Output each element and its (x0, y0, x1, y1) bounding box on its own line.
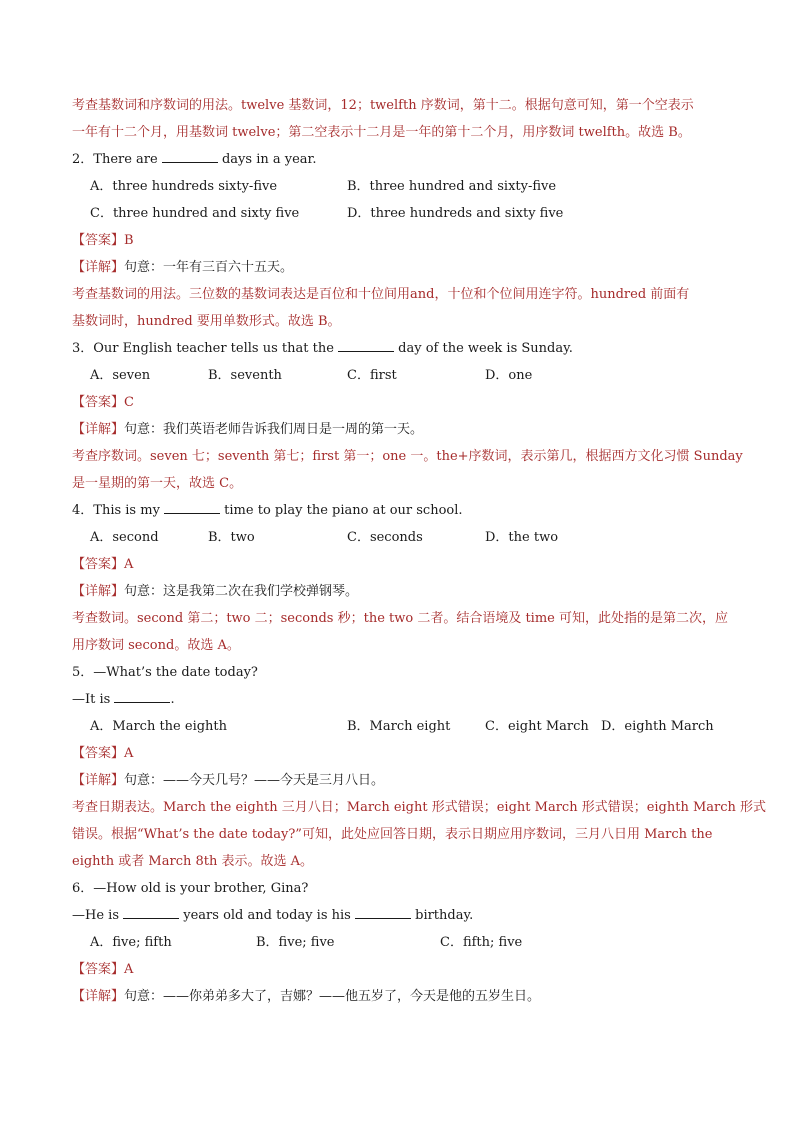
option-b: B．three hundred and sixty-five (347, 179, 557, 194)
option-a: A．seven (90, 368, 151, 383)
document-page (72, 92, 767, 1010)
stem-text: . (170, 692, 175, 707)
answer-tag: 【答案】 (72, 962, 125, 977)
question-5-explain-3 (72, 848, 724, 875)
question-2-explain-1 (72, 281, 724, 308)
question-6-answer (72, 956, 724, 983)
explain-term: hundred (137, 314, 193, 329)
option-a: A．March the eighth (90, 719, 228, 734)
explain-text: 表示。故选 A。 (217, 854, 314, 869)
explain-text: ，十位和个位间用连字符。 (434, 287, 591, 302)
answer-letter: A (124, 746, 134, 761)
explain-text: 。故选 A。 (174, 638, 240, 653)
answer-blank (338, 339, 394, 352)
explain-text: 要用单数形式。故选 B。 (192, 314, 341, 329)
explain-text: 基数词时， (72, 314, 138, 329)
question-5-options (72, 713, 724, 740)
question-2-detail (72, 254, 724, 281)
answer-letter: A (124, 557, 134, 572)
question-2-stem (72, 146, 724, 173)
intro-text: ；第二空表示十二月是一年的第十二个月，用序数词 (275, 125, 579, 140)
explain-text: 考查序数词。 (72, 449, 151, 464)
question-5-stem-2 (72, 686, 724, 713)
intro-term: twelve (241, 98, 285, 113)
question-2-options-row-2 (72, 200, 724, 227)
answer-letter: A (124, 962, 134, 977)
detail-tag: 【详解】 (72, 584, 125, 599)
detail-tag: 【详解】 (72, 422, 125, 437)
stem-text: day of the week is Sunday. (394, 341, 573, 356)
option-b: B．five; five (256, 935, 335, 950)
answer-blank (355, 906, 411, 919)
question-3-stem (72, 335, 724, 362)
explain-text: 考查基数词的用法。三位数的基数词表达是百位和十位间用 (72, 287, 411, 302)
question-6-detail (72, 983, 724, 1010)
question-3-explain-1 (72, 443, 743, 470)
answer-letter: B (124, 233, 134, 248)
explain-text: 或者 (114, 854, 149, 869)
option-a: A．three hundreds sixty-five (90, 179, 278, 194)
question-4-explain-1 (72, 605, 728, 632)
intro-text: 序数词，第十二。根据句意可知，第一个空表示 (416, 98, 694, 113)
question-5-explain-1 (72, 794, 767, 821)
detail-meaning: 句意：一年有三百六十五天。 (124, 260, 294, 275)
option-c: C．seconds (347, 530, 423, 545)
explain-term: and (410, 287, 435, 302)
option-d: D．three hundreds and sixty five (347, 206, 564, 221)
intro-line-1 (72, 92, 724, 119)
answer-tag: 【答案】 (72, 395, 125, 410)
intro-text: 一年有十二个月，用基数词 (72, 125, 233, 140)
intro-term: twelve (232, 125, 276, 140)
option-c: C．three hundred and sixty five (90, 206, 300, 221)
explain-text: second 第二；two 二；seconds 秒；the two 二者。结合语境及 time 可知，此处指的是第二次，应 (137, 611, 728, 626)
explain-term: March the (644, 827, 713, 842)
stem-text: 3．Our English teacher tells us that the (72, 341, 339, 356)
option-b: B．two (208, 530, 255, 545)
option-b: B．March eight (347, 719, 451, 734)
question-5-stem-1 (72, 659, 724, 686)
question-4-detail (72, 578, 724, 605)
intro-text: 考查基数词和序数词的用法。 (72, 98, 242, 113)
explain-text: March the eighth 三月八日；March eight 形式错误；eight March 形式错误；eighth March 形式 (163, 800, 767, 815)
option-c: C．eight March (485, 719, 589, 734)
question-4-explain-2 (72, 632, 724, 659)
explain-term: eighth (72, 854, 115, 869)
stem-text: 4．This is my (72, 503, 165, 518)
question-6-options (72, 929, 724, 956)
answer-blank (162, 150, 218, 163)
intro-text: 基数词，12； (284, 98, 370, 113)
answer-tag: 【答案】 (72, 746, 125, 761)
detail-tag: 【详解】 (72, 989, 125, 1004)
detail-meaning: 句意：——你弟弟多大了，吉娜？——他五岁了，今天是他的五岁生日。 (124, 989, 541, 1004)
detail-meaning: 句意：——今天几号？——今天是三月八日。 (124, 773, 385, 788)
question-6-stem-1 (72, 875, 724, 902)
stem-text: 2．There are (72, 152, 162, 167)
question-4-stem (72, 497, 724, 524)
explain-term: What’s the date today? (143, 827, 296, 842)
question-5-explain-2 (72, 821, 724, 848)
question-2-explain-2 (72, 308, 724, 335)
option-a: A．five; fifth (90, 935, 172, 950)
intro-line-2 (72, 119, 724, 146)
detail-meaning: 句意：这是我第二次在我们学校弹钢琴。 (124, 584, 359, 599)
explain-term: second (128, 638, 175, 653)
explain-text: 用序数词 (72, 638, 129, 653)
detail-tag: 【详解】 (72, 773, 125, 788)
question-2-options-row-1 (72, 173, 724, 200)
question-3-detail (72, 416, 724, 443)
option-a: A．second (90, 530, 159, 545)
stem-text: 5．—What’s the date today? (72, 665, 258, 680)
detail-meaning: 句意：我们英语老师告诉我们周日是一周的第一天。 (124, 422, 424, 437)
intro-text: 。故选 B。 (625, 125, 691, 140)
explain-text: 是一星期的第一天，故选 C。 (72, 476, 243, 491)
answer-tag: 【答案】 (72, 557, 125, 572)
stem-text: 6．—How old is your brother, Gina? (72, 881, 309, 896)
answer-blank (123, 906, 179, 919)
question-2-answer (72, 227, 724, 254)
explain-text: 前面有 (646, 287, 690, 302)
question-3-answer (72, 389, 724, 416)
stem-text: birthday. (410, 908, 474, 923)
answer-letter: C (124, 395, 134, 410)
explain-text: seven 七；seventh 第七；first 第一；one 一。the+序数词，表示第几，根据西方文化习惯 Sunday (150, 449, 743, 464)
option-c: C．first (347, 368, 397, 383)
stem-text: —It is (72, 692, 115, 707)
question-5-answer (72, 740, 724, 767)
intro-term: twelfth (578, 125, 626, 140)
question-5-detail (72, 767, 724, 794)
explain-term: hundred (590, 287, 647, 302)
explain-text: ”可知，此处应回答日期，表示日期应用序数词，三月八日用 (295, 827, 645, 842)
answer-blank (114, 690, 170, 703)
explain-text: 考查数词。 (72, 611, 138, 626)
option-d: D．one (485, 368, 533, 383)
question-3-explain-2 (72, 470, 724, 497)
stem-text: —He is (72, 908, 124, 923)
question-3-options (72, 362, 724, 389)
detail-tag: 【详解】 (72, 260, 125, 275)
question-6-stem-2 (72, 902, 724, 929)
option-b: B．seventh (208, 368, 282, 383)
answer-blank (164, 501, 220, 514)
explain-term: March 8th (148, 854, 218, 869)
stem-text: time to play the piano at our school. (220, 503, 463, 518)
answer-tag: 【答案】 (72, 233, 125, 248)
intro-term: twelfth (369, 98, 417, 113)
question-4-answer (72, 551, 724, 578)
option-d: D．the two (485, 530, 559, 545)
option-d: D．eighth March (601, 719, 714, 734)
stem-text: years old and today is his (179, 908, 355, 923)
option-c: C．fifth; five (440, 935, 523, 950)
explain-text: 错误。根据“ (72, 827, 144, 842)
stem-text: days in a year. (217, 152, 317, 167)
explain-text: 考查日期表达。 (72, 800, 164, 815)
question-4-options (72, 524, 724, 551)
